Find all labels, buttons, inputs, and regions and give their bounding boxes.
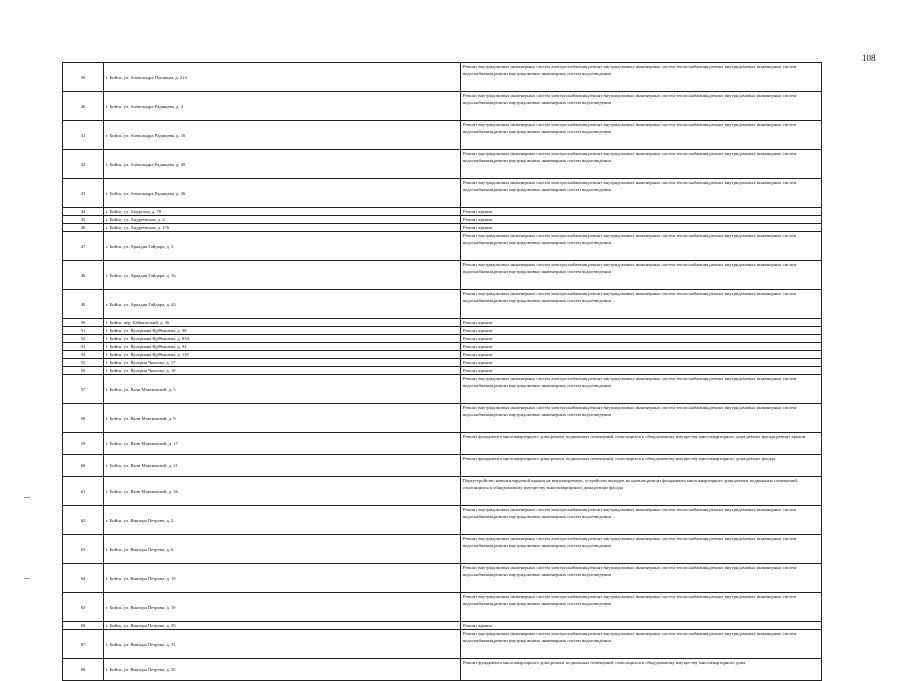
- work-table-body: [63, 63, 822, 681]
- row-number: 41: [63, 121, 104, 150]
- row-number: 46: [63, 224, 104, 232]
- row-address: г. Бийск, ул. Аркадия Гайдара, д. 16: [104, 261, 461, 290]
- table-row: [63, 404, 822, 433]
- table-row: [63, 290, 822, 319]
- table-row: [63, 506, 822, 535]
- row-work: Ремонт внутридомовых инженерных систем электроснабжения,ремонт внутридомовых инженерных систем теплоснабжения,ремонт внутридомовых инженерных систем водоснабжения,ремонт внутридомовых инженерных систем водоотведения: [461, 121, 822, 150]
- row-work: Ремонт внутридомовых инженерных систем электроснабжения,ремонт внутридомовых инженерных систем теплоснабжения,ремонт внутридомовых инженерных систем водоснабжения,ремонт внутридомовых инженерных систем водоотведения: [461, 564, 822, 593]
- table-row: [63, 224, 822, 232]
- row-address: г. Бийск, ул. Александра Радищева, д. 4: [104, 92, 461, 121]
- row-address: г. Бийск, ул. Александра Радищева, д. 20: [104, 150, 461, 179]
- row-work: Ремонт внутридомовых инженерных систем электроснабжения,ремонт внутридомовых инженерных систем теплоснабжения,ремонт внутридомовых инженерных систем водоснабжения,ремонт внутридомовых инженерных систем водоотведения: [461, 63, 822, 92]
- row-address: г. Бийск, ул. Валериана Куйбышева, д. 83А: [104, 335, 461, 343]
- row-address: г. Бийск, ул. Вали Максимовой, д. 5: [104, 375, 461, 404]
- table-row: [63, 455, 822, 477]
- row-number: 57: [63, 375, 104, 404]
- row-address: г. Бийск, ул. Вали Максимовой, д. 21: [104, 455, 461, 477]
- row-address: г. Бийск, ул. Андреевская, д. 4: [104, 216, 461, 224]
- row-number: 67: [63, 630, 104, 659]
- row-work: Ремонт внутридомовых инженерных систем электроснабжения,ремонт внутридомовых инженерных систем теплоснабжения,ремонт внутридомовых инженерных систем водоснабжения,ремонт внутридомовых инженерных систем водоотведения: [461, 290, 822, 319]
- row-work: Ремонт крыши: [461, 351, 822, 359]
- table-row: [63, 232, 822, 261]
- table-row: [63, 375, 822, 404]
- row-address: г. Бийск, ул. Виктора Петрова, д. 2: [104, 506, 461, 535]
- row-number: 68: [63, 659, 104, 681]
- row-work: Ремонт внутридомовых инженерных систем электроснабжения,ремонт внутридомовых инженерных систем теплоснабжения,ремонт внутридомовых инженерных систем водоснабжения,ремонт внутридомовых инженерных систем водоотведения: [461, 630, 822, 659]
- row-work: Ремонт внутридомовых инженерных систем электроснабжения,ремонт внутридомовых инженерных систем теплоснабжения,ремонт внутридомовых инженерных систем водоснабжения,ремонт внутридомовых инженерных систем водоотведения: [461, 150, 822, 179]
- row-number: 50: [63, 319, 104, 327]
- row-address: г. Бийск, ул. Валериана Куйбышева, д. 119: [104, 351, 461, 359]
- row-number: 44: [63, 208, 104, 216]
- table-row: [63, 630, 822, 659]
- row-work: Ремонт внутридомовых инженерных систем электроснабжения,ремонт внутридомовых инженерных систем теплоснабжения,ремонт внутридомовых инженерных систем водоснабжения,ремонт внутридомовых инженерных систем водоотведения: [461, 92, 822, 121]
- row-address: г. Бийск, ул. Аркадия Гайдара, д. 43: [104, 290, 461, 319]
- row-address: г. Бийск, ул. Виктора Петрова, д. 31: [104, 630, 461, 659]
- table-row: [63, 351, 822, 359]
- row-work: Переустройство невентилируемой крыши на вентилируемую, устройство выходов на кровлю,ремонт фундамента многоквартирного дома,ремонт подвальных помещений, относящихся к общедомовому имуществу многоквартирного дома,ремонт фасада: [461, 477, 822, 506]
- row-address: г. Бийск, ул. Александра Радищева, д. 16: [104, 121, 461, 150]
- row-address: г. Бийск, ул. Вали Максимовой, д. 9: [104, 404, 461, 433]
- row-address: г. Бийск, ул. Виктора Петрова, д. 29: [104, 622, 461, 630]
- margin-mark: [24, 497, 30, 498]
- margin-mark: [24, 578, 30, 579]
- table-row: [63, 622, 822, 630]
- row-work: Ремонт фундамента многоквартирного дома,ремонт подвальных помещений, относящихся к общедомовому имуществу многоквартирного дома,ремонт фасада: [461, 455, 822, 477]
- row-number: 45: [63, 216, 104, 224]
- work-table: [62, 62, 822, 681]
- row-work: Ремонт внутридомовых инженерных систем электроснабжения,ремонт внутридомовых инженерных систем теплоснабжения,ремонт внутридомовых инженерных систем водоснабжения,ремонт внутридомовых инженерных систем водоотведения: [461, 593, 822, 622]
- row-address: г. Бийск, ул. Виктора Петрова, д. 6: [104, 535, 461, 564]
- row-address: г. Бийск, ул. Виктора Петрова, д. 19: [104, 593, 461, 622]
- row-work: Ремонт внутридомовых инженерных систем электроснабжения,ремонт внутридомовых инженерных систем теплоснабжения,ремонт внутридомовых инженерных систем водоснабжения,ремонт внутридомовых инженерных систем водоотведения: [461, 179, 822, 208]
- row-work: Ремонт крыши: [461, 622, 822, 630]
- row-number: 64: [63, 564, 104, 593]
- table-row: [63, 659, 822, 681]
- row-address: г. Бийск, ул. Вали Максимовой, д. 36: [104, 477, 461, 506]
- row-number: 43: [63, 179, 104, 208]
- row-work: Ремонт крыши: [461, 335, 822, 343]
- row-number: 55: [63, 359, 104, 367]
- row-work: Ремонт внутридомовых инженерных систем электроснабжения,ремонт внутридомовых инженерных систем теплоснабжения,ремонт внутридомовых инженерных систем водоснабжения,ремонт внутридомовых инженерных систем водоотведения: [461, 261, 822, 290]
- row-number: 58: [63, 404, 104, 433]
- row-work: Ремонт крыши: [461, 359, 822, 367]
- row-number: 54: [63, 351, 104, 359]
- table-row: [63, 367, 822, 375]
- row-address: г. Бийск, ул. Виктора Петрова, д. 35: [104, 659, 461, 681]
- row-number: 62: [63, 506, 104, 535]
- row-work: Ремонт внутридомовых инженерных систем электроснабжения,ремонт внутридомовых инженерных систем теплоснабжения,ремонт внутридомовых инженерных систем водоснабжения,ремонт внутридомовых инженерных систем водоотведения: [461, 375, 822, 404]
- row-number: 39: [63, 63, 104, 92]
- row-number: 51: [63, 327, 104, 335]
- table-row: [63, 535, 822, 564]
- row-number: 40: [63, 92, 104, 121]
- table-row: [63, 261, 822, 290]
- row-number: 63: [63, 535, 104, 564]
- row-address: г. Бийск, ул. Александра Пушкина, д. 213: [104, 63, 461, 92]
- table-row: [63, 179, 822, 208]
- row-work: Ремонт внутридомовых инженерных систем электроснабжения,ремонт внутридомовых инженерных систем теплоснабжения,ремонт внутридомовых инженерных систем водоснабжения,ремонт внутридомовых инженерных систем водоотведения: [461, 232, 822, 261]
- table-row: [63, 63, 822, 92]
- row-number: 59: [63, 433, 104, 455]
- row-work: Ремонт крыши: [461, 327, 822, 335]
- row-number: 66: [63, 622, 104, 630]
- table-row: [63, 216, 822, 224]
- row-address: г. Бийск, ул. Андреевская, д. 176: [104, 224, 461, 232]
- table-row: [63, 477, 822, 506]
- row-work: Ремонт внутридомовых инженерных систем электроснабжения,ремонт внутридомовых инженерных систем теплоснабжения,ремонт внутридомовых инженерных систем водоснабжения,ремонт внутридомовых инженерных систем водоотведения: [461, 506, 822, 535]
- row-address: г. Бийск, ул. Виктора Петрова, д. 15: [104, 564, 461, 593]
- table-row: [63, 121, 822, 150]
- row-number: 53: [63, 343, 104, 351]
- row-work: Ремонт крыши: [461, 319, 822, 327]
- row-number: 60: [63, 455, 104, 477]
- row-work: Ремонт внутридомовых инженерных систем электроснабжения,ремонт внутридомовых инженерных систем теплоснабжения,ремонт внутридомовых инженерных систем водоснабжения,ремонт внутридомовых инженерных систем водоотведения: [461, 404, 822, 433]
- row-number: 42: [63, 150, 104, 179]
- row-address: г. Бийск, ул. Валериана Куйбышева, д. 94: [104, 343, 461, 351]
- row-number: 56: [63, 367, 104, 375]
- row-work: Ремонт крыши: [461, 208, 822, 216]
- table-row: [63, 593, 822, 622]
- row-work: Ремонт крыши: [461, 343, 822, 351]
- row-number: 47: [63, 232, 104, 261]
- row-work: Ремонт крыши: [461, 224, 822, 232]
- table-row: [63, 433, 822, 455]
- table-row: [63, 335, 822, 343]
- row-address: г. Бийск, ул. Амурская, д. 70: [104, 208, 461, 216]
- row-address: г. Бийск, ул. Валерия Чкалова, д. 19: [104, 367, 461, 375]
- row-address: г. Бийск, ул. Валериана Куйбышева, д. 38: [104, 327, 461, 335]
- row-address: г. Бийск, ул. Аркадия Гайдара, д. 3: [104, 232, 461, 261]
- row-address: г. Бийск, ул. Вали Максимовой, д. 17: [104, 433, 461, 455]
- table-row: [63, 319, 822, 327]
- table-row: [63, 150, 822, 179]
- row-address: г. Бийск, пер. Байкальский, д. 36: [104, 319, 461, 327]
- row-work: Ремонт внутридомовых инженерных систем электроснабжения,ремонт внутридомовых инженерных систем теплоснабжения,ремонт внутридомовых инженерных систем водоснабжения,ремонт внутридомовых инженерных систем водоотведения: [461, 535, 822, 564]
- row-work: Ремонт крыши: [461, 216, 822, 224]
- row-work: Ремонт фундамента многоквартирного дома,ремонт подвальных помещений, относящихся к общедомовому имуществу многоквартирного дома,ремонт фасада,ремонт крыши: [461, 433, 822, 455]
- table-row: [63, 343, 822, 351]
- row-number: 52: [63, 335, 104, 343]
- row-number: 65: [63, 593, 104, 622]
- table-row: [63, 327, 822, 335]
- table-row: [63, 208, 822, 216]
- row-work: Ремонт фундамента многоквартирного дома,ремонт подвальных помещений, относящихся к общедомовому имуществу многоквартирного дома: [461, 659, 822, 681]
- row-work: Ремонт крыши: [461, 367, 822, 375]
- table-row: [63, 359, 822, 367]
- table-row: [63, 92, 822, 121]
- row-number: 61: [63, 477, 104, 506]
- row-number: 48: [63, 261, 104, 290]
- row-address: г. Бийск, ул. Александра Радищева, д. 26: [104, 179, 461, 208]
- page-number: 108: [862, 53, 876, 63]
- table-row: [63, 564, 822, 593]
- row-number: 49: [63, 290, 104, 319]
- row-address: г. Бийск, ул. Валерия Чкалова, д. 17: [104, 359, 461, 367]
